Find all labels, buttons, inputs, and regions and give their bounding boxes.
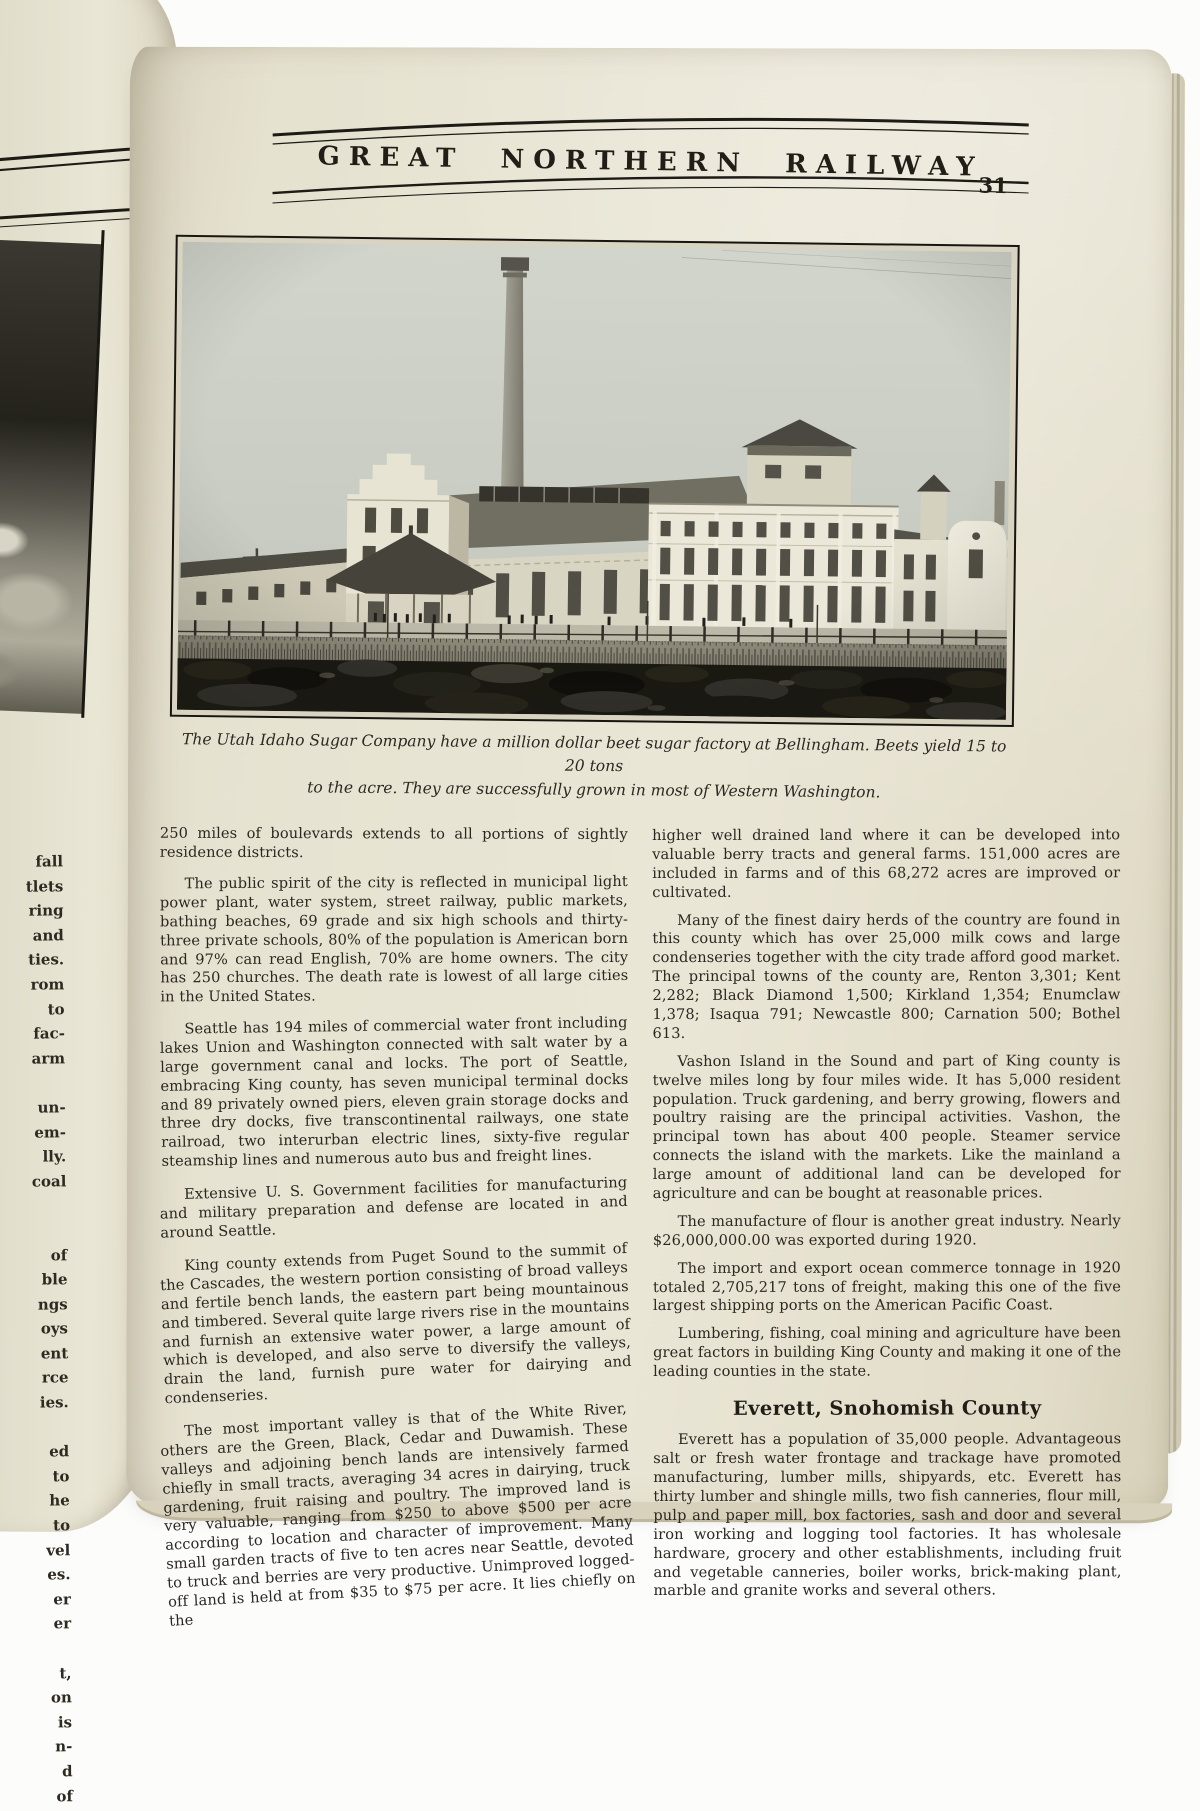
page-header bbox=[270, 105, 1030, 225]
photo-frame bbox=[170, 235, 1020, 727]
edge-text-fragment: oys bbox=[0, 1317, 68, 1343]
edge-text-fragment: es. bbox=[0, 1562, 71, 1588]
paragraph: King county extends from Puget Sound to the summit of the Cascades, the western portion consisting of broad valleys and fertile bench lands, the eastern part being mountainous and timbered. Several quite large rivers rise in the mountains and furnish an extensive water power, a large amount of which is developed, and also serve to diversify the valleys, drain the land, furnish pure water for dairying and condenseries. bbox=[159, 1240, 633, 1409]
edge-text-fragment: ring bbox=[0, 898, 64, 924]
photo-vignette bbox=[177, 242, 1012, 720]
right-column bbox=[652, 826, 1121, 1618]
paragraph: Vashon Island in the Sound and part of King county is twelve miles long by four miles wide. It has 5,000 resident population. Truck gardening, and berry growing, flowers and poultry raising are the principal activities. Vashon, the principal town has about 400 people. Steamer service connects the island with the markets. Like the mainland a large amount of additional land can be developed for agriculture and can be bought at reasonable prices. bbox=[653, 1052, 1121, 1204]
edge-text-fragment: em- bbox=[0, 1120, 66, 1146]
paragraph: Everett has a population of 35,000 people. Advantageous salt or fresh water frontage and trackage have promoted manufacturing, lumber mills, shipyards, etc. Everett has thirty lumber and shingle mills, two fish canneries, flour mill, pulp and paper mill, box factories, sash and door and several iron working and logging tool factories. It has wholesale hardware, grocery and other establishments, including fruit and vegetable canneries, boiler works, brick-making plant, marble and granite works and several others. bbox=[653, 1430, 1121, 1601]
edge-text-fragment: of bbox=[0, 1784, 73, 1810]
paragraph: The most important valley is that of the White River, others are the Green, Black, Cedar and Duwamish. These valleys and adjoining bench lands are intensively farmed chiefly in small tracts, averaging 34 acres in dairying, truck gardening, fruit raising and poultry. The improved land is very valuable, ranging from $250 to above $500 per acre according to location and character of improvement. Many small garden tracts of five to ten acres near Seattle, devoted to truck and berries are very productive. Unimproved logged-off land is held at from $35 to $75 per acre. It lies chiefly on the bbox=[159, 1400, 637, 1632]
edge-text-fragment: ble bbox=[0, 1267, 68, 1293]
paragraph: The import and export ocean commerce tonnage in 1920 totaled 2,705,217 tons of freight, making this one of the five largest shipping ports on the American Pacific Coast. bbox=[653, 1259, 1121, 1316]
edge-text-fragment: to bbox=[0, 997, 65, 1023]
everett-section-heading: Everett, Snohomish County bbox=[653, 1395, 1121, 1421]
factory-photo-illustration bbox=[177, 242, 1012, 720]
edge-text-fragment: on bbox=[0, 1685, 72, 1711]
magazine-page bbox=[126, 47, 1172, 1512]
page-number: 31 bbox=[978, 173, 1008, 199]
edge-text-fragment: arm bbox=[0, 1046, 65, 1072]
photo-wrap bbox=[170, 235, 1020, 727]
caption-line-1: The Utah Idaho Sugar Company have a million dollar beet sugar factory at Bellingham. Beets yield 15 to 20 tons bbox=[172, 728, 1016, 782]
caption-line-2: to the acre. They are successfully grown in most of Western Washington. bbox=[172, 775, 1016, 806]
edge-text-fragment bbox=[0, 1218, 67, 1244]
edge-text-fragment: t, bbox=[0, 1661, 72, 1687]
paragraph: higher well drained land where it can be developed into valuable berry tracts and general farms. 151,000 acres are included in farms and of this 68,272 acres are improved or cultivated. bbox=[652, 826, 1120, 902]
edge-text-fragment: ngs bbox=[0, 1292, 68, 1318]
edge-text-fragment: is bbox=[0, 1710, 72, 1736]
edge-text-fragment: d bbox=[0, 1759, 73, 1785]
edge-text-fragment: ed bbox=[0, 1440, 69, 1466]
edge-text-fragment: fall bbox=[0, 849, 63, 875]
edge-text-fragment: rce bbox=[0, 1366, 69, 1392]
paragraph: Lumbering, fishing, coal mining and agriculture have been great factors in building King County and making it one of the leading counties in the state. bbox=[653, 1324, 1121, 1381]
edge-text-fragment: to bbox=[0, 1513, 70, 1539]
facing-page-rule bbox=[0, 158, 144, 172]
paragraph: The public spirit of the city is reflected in municipal light power plant, water system, street railway, public markets, bathing beaches, 69 grade and six high schools and thirty-three private schools, 80% of the population is American born and 97% can read English, 70% are home owners. The city has 250 churches. The death rate is lowest of all large cities in the United States. bbox=[160, 872, 629, 1007]
edge-text-fragment: he bbox=[0, 1489, 70, 1515]
paragraph: Many of the finest dairy herds of the country are found in this county which has over 25,000 milk cows and large condenseries together with the city trade afford good market. The principal towns of the county are, Renton 3,301; Kent 2,282; Black Diamond 1,500; Kirkland 1,354; Enumclaw 1,378; Isaqua 791; Newcastle 800; Carnation 500; Bothel 613. bbox=[652, 911, 1120, 1044]
edge-text-fragment: ties. bbox=[0, 948, 64, 974]
edge-text-fragment: er bbox=[0, 1612, 71, 1638]
facing-page-text-fragments bbox=[0, 849, 85, 1809]
edge-text-fragment: er bbox=[0, 1587, 71, 1613]
edge-text-fragment: tlets bbox=[0, 874, 63, 900]
edge-text-fragment: and bbox=[0, 923, 64, 949]
edge-text-fragment bbox=[0, 1071, 66, 1097]
edge-text-fragment: vel bbox=[0, 1538, 70, 1564]
edge-text-fragment bbox=[0, 1415, 69, 1441]
paragraph: Extensive U. S. Government facilities for manufacturing and military preparation and defense are located in and around Seattle. bbox=[159, 1174, 628, 1243]
paragraph: The manufacture of flour is another great industry. Nearly $26,000,000.00 was exported during 1920. bbox=[653, 1212, 1121, 1251]
edge-text-fragment: coal bbox=[0, 1169, 67, 1195]
edge-text-fragment bbox=[0, 1636, 71, 1662]
edge-text-fragment: fac- bbox=[0, 1021, 65, 1047]
edge-text-fragment: of bbox=[0, 1243, 67, 1269]
left-column bbox=[158, 824, 628, 1616]
paragraph: 250 miles of boulevards extends to all portions of sightly residence districts. bbox=[160, 824, 628, 863]
edge-text-fragment: lly. bbox=[0, 1144, 66, 1170]
edge-text-fragment: rom bbox=[0, 972, 64, 998]
masthead-title: GREAT NORTHERN RAILWAY bbox=[270, 141, 1030, 184]
facing-page-rule bbox=[0, 208, 134, 220]
edge-text-fragment bbox=[0, 1194, 67, 1220]
paragraph: Seattle has 194 miles of commercial water front including lakes Union and Washington connected with salt water by a large government canal and locks. The port of Seattle, embracing King county, has seven municipal terminal docks and 89 privately owned piers, eleven grain storage docks and three dry docks, five transcontinental railways, one state railroad, two interurban electric lines, sixty-five regular steamship lines and numerous auto bus and freight lines. bbox=[159, 1014, 629, 1172]
edge-text-fragment: to bbox=[0, 1464, 70, 1490]
edge-text-fragment: ent bbox=[0, 1341, 68, 1367]
photo-caption bbox=[172, 728, 1017, 805]
edge-text-fragment: n- bbox=[0, 1735, 72, 1761]
body-columns bbox=[158, 824, 1142, 1617]
edge-text-fragment: un- bbox=[0, 1095, 66, 1121]
edge-text-fragment: ies. bbox=[0, 1390, 69, 1416]
facing-page-rule bbox=[0, 218, 133, 229]
